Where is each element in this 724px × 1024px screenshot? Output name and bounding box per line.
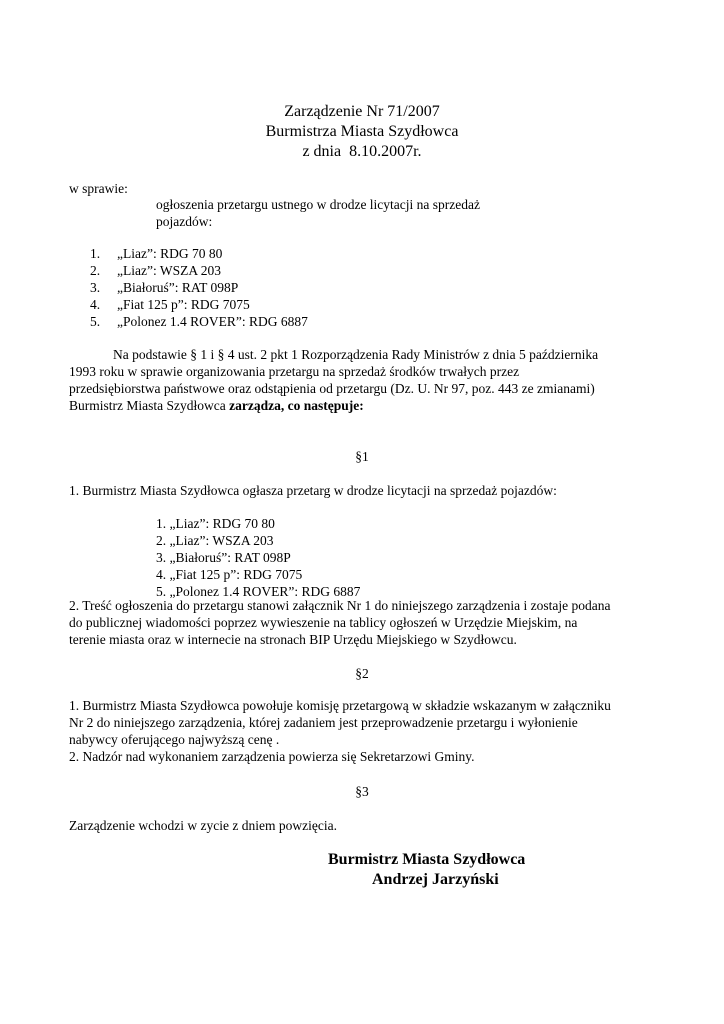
list-item: [90, 313, 308, 330]
signature-block: [328, 850, 525, 890]
list-item-number: 4.: [90, 297, 101, 312]
section-2-paragraph-2: 2. Nadzór nad wykonaniem zarządzenia powierza się Sekretarzowi Gminy.: [69, 749, 475, 764]
section-3-sign: §3: [355, 784, 369, 799]
list-item: 5. „Polonez 1.4 ROVER”: RDG 6887: [156, 584, 361, 599]
subject-label: w sprawie:: [69, 181, 128, 196]
list-item: 4. „Fiat 125 p”: RDG 7075: [156, 567, 303, 582]
section-1-p2-line-1: 2. Treść ogłoszenia do przetargu stanowi załącznik Nr 1 do niniejszego zarządzenia i zostaje podana: [69, 598, 611, 613]
legal-basis-line-4: [69, 397, 598, 414]
list-item-number: 2.: [90, 263, 101, 278]
section-2-p1-line-2: Nr 2 do niniejszego zarządzenia, której zadaniem jest przeprowadzenie przetargu i wyłonienie: [69, 715, 578, 730]
section-1-paragraph-2: [69, 597, 610, 648]
section-1-sign: §1: [355, 449, 369, 464]
legal-basis-line-3: przedsiębiorstwa państwowe oraz odstąpienia od przetargu (Dz. U. Nr 97, poz. 443 ze zmianami): [69, 381, 595, 396]
legal-basis-decree: zarządza, co następuje:: [229, 398, 364, 413]
list-item: [90, 262, 308, 279]
signature-title: Burmistrz Miasta Szydłowca: [328, 851, 526, 868]
legal-basis-line-2: 1993 roku w sprawie organizowania przetargu na sprzedaż środków trwałych przez: [69, 364, 520, 379]
list-item-number: 1.: [90, 246, 101, 261]
section-2-body: [69, 697, 611, 765]
list-item-number: 3.: [90, 280, 101, 295]
section-2-sign: §2: [355, 666, 369, 681]
list-item: 3. „Białoruś”: RAT 098P: [156, 550, 291, 565]
vehicle-list-section-1: [156, 515, 360, 600]
list-item-text: „Fiat 125 p”: RDG 7075: [117, 297, 250, 312]
section-1-p2-line-3: terenie miasta oraz w internecie na stronach BIP Urzędu Miejskiego w Szydłowcu.: [69, 632, 517, 647]
list-item: [90, 279, 308, 296]
header-issuer: Burmistrza Miasta Szydłowca: [265, 123, 459, 140]
list-item: 1. „Liaz”: RDG 70 80: [156, 516, 275, 531]
list-item: [90, 245, 308, 262]
header-title: Zarządzenie Nr 71/2007: [284, 103, 440, 120]
legal-basis-line-1: Na podstawie § 1 i § 4 ust. 2 pkt 1 Rozporządzenia Rady Ministrów z dnia 5 października: [113, 347, 599, 362]
section-1-paragraph-1: 1. Burmistrz Miasta Szydłowca ogłasza przetarg w drodze licytacji na sprzedaż pojazdów:: [69, 483, 557, 498]
subject-text: [156, 196, 480, 230]
list-item: [90, 296, 308, 313]
section-2-p1-line-3: nabywcy oferującego najwyższą cenę .: [69, 732, 280, 747]
list-item-text: „Polonez 1.4 ROVER”: RDG 6887: [117, 314, 308, 329]
section-2-p1-line-1: 1. Burmistrz Miasta Szydłowca powołuje komisję przetargową w składzie wskazanym w załączniku: [69, 698, 611, 713]
subject-line-1: ogłoszenia przetargu ustnego w drodze licytacji na sprzedaż: [156, 197, 480, 212]
legal-basis-paragraph: [69, 346, 598, 414]
vehicle-list-intro: [90, 245, 308, 330]
signature-name: Andrzej Jarzyński: [372, 871, 499, 888]
list-item: 2. „Liaz”: WSZA 203: [156, 533, 274, 548]
list-item-text: „Liaz”: RDG 70 80: [117, 246, 223, 261]
document-header: [0, 102, 724, 162]
legal-basis-issuer: Burmistrz Miasta Szydłowca: [69, 398, 230, 413]
list-item-text: „Białoruś”: RAT 098P: [117, 280, 239, 295]
list-item-number: 5.: [90, 314, 101, 329]
section-1-p2-line-2: do publicznej wiadomości poprzez wywieszenie na tablicy ogłoszeń w Urzędzie Miejskim, na: [69, 615, 578, 630]
section-3-text: Zarządzenie wchodzi w zycie z dniem powzięcia.: [69, 818, 337, 833]
list-item-text: „Liaz”: WSZA 203: [117, 263, 221, 278]
subject-line-2: pojazdów:: [156, 214, 213, 229]
header-date: z dnia 8.10.2007r.: [302, 143, 422, 160]
